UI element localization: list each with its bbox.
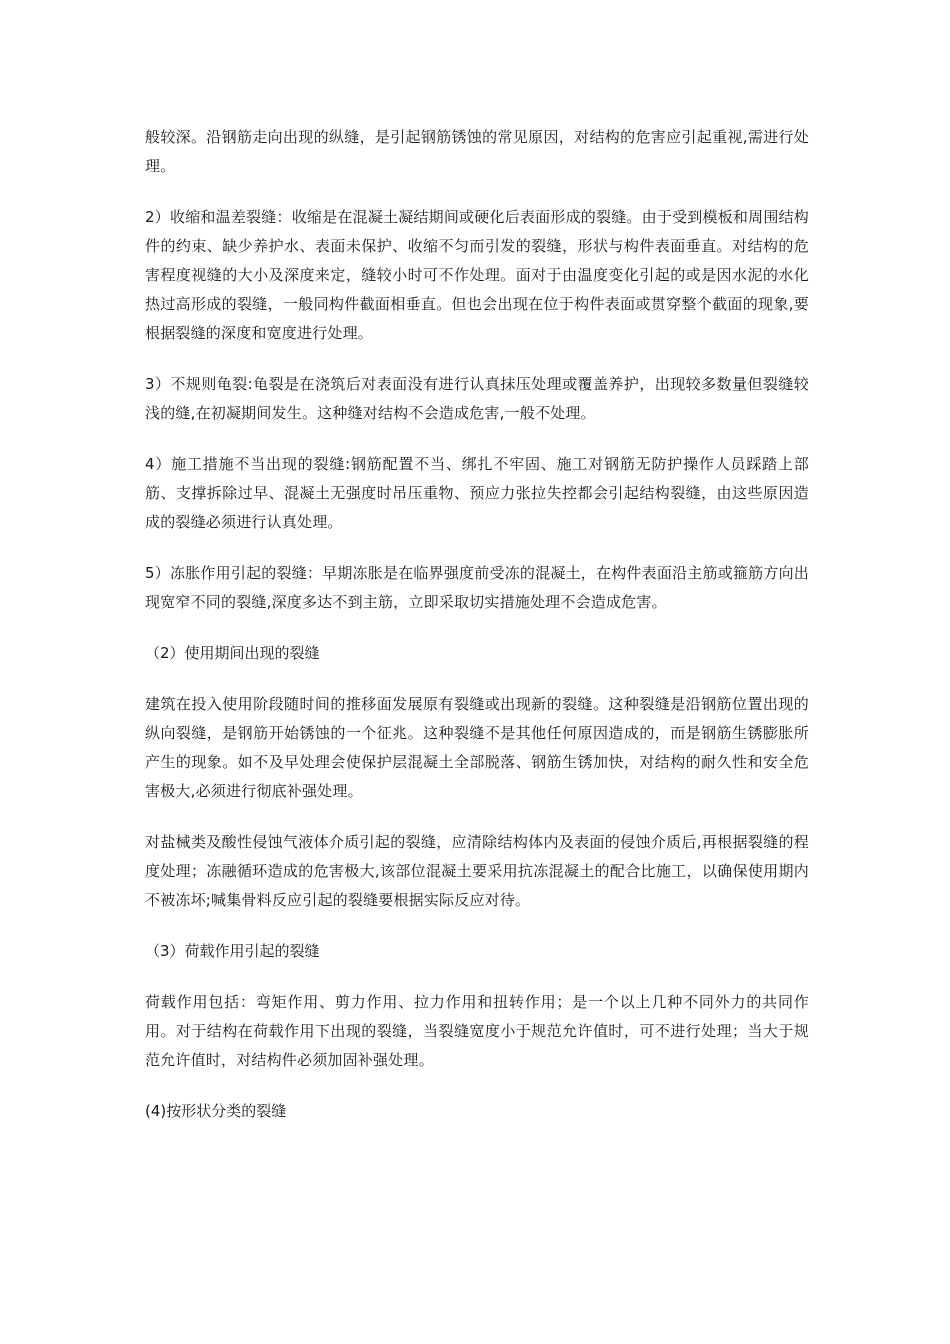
section-heading-in-service-cracks: （2）使用期间出现的裂缝	[145, 644, 320, 662]
paragraph-improper-construction-cracks: 4）施工措施不当出现的裂缝:钢筋配置不当、绑扎不牢固、施工对钢筋无防护操作人员踩踏上部筋、支撑拆除过早、混凝土无强度时吊压重物、预应力张拉失控都会引起结构裂缝，由这些原因造成的裂缝必须进行认真处理。	[145, 455, 809, 531]
paragraph-corrosive-media-cracks: 对盐械类及酸性侵蚀气液体介质引起的裂缝，应清除结构体内及表面的侵蚀介质后,再根据裂缝的程度处理；冻融循环造成的危害极大,该部位混凝土要采用抗冻混凝土的配合比施工，以确保使用期内不被冻坏;喊集骨料反应引起的裂缝要根据实际反应对待。	[145, 833, 809, 909]
paragraph-frost-heave-cracks: 5）冻胀作用引起的裂缝：早期冻胀是在临界强度前受冻的混凝土，在构件表面沿主筋或箍筋方向出现宽窄不同的裂缝,深度多达不到主筋，立即采取切实措施处理不会造成危害。	[145, 564, 809, 611]
section-heading-load-cracks: （3）荷载作用引起的裂缝	[145, 942, 320, 960]
document-body	[145, 123, 809, 1148]
paragraph-load-cracks: 荷载作用包括：弯矩作用、剪力作用、拉力作用和扭转作用；是一个以上几种不同外力的共同作用。对于结构在荷载作用下出现的裂缝，当裂缝宽度小于规范允许值时，可不进行处理；当大于规范允许值时，对结构件必须加固补强处理。	[145, 993, 809, 1069]
section-heading-shape-classification: (4)按形状分类的裂缝	[145, 1102, 287, 1120]
paragraph-shrinkage-temperature-cracks: 2）收缩和温差裂缝：收缩是在混凝土凝结期间或硬化后表面形成的裂缝。由于受到模板和周围结构件的约束、缺少养护水、表面未保护、收缩不匀而引发的裂缝，形状与构件表面垂直。对结构的危害程度视缝的大小及深度来定，缝较小时可不作处理。面对于由温度变化引起的或是因水泥的水化热过高形成的裂缝，一般同构件截面相垂直。但也会出现在位于构件表面或贯穿整个截面的现象,要根据裂缝的深度和宽度进行处理。	[145, 208, 809, 342]
paragraph-irregular-crazing: 3）不规则龟裂:龟裂是在浇筑后对表面没有进行认真抹压处理或覆盖养护，出现较多数量但裂缝较浅的缝,在初凝期间发生。这种缝对结构不会造成危害,一般不处理。	[145, 375, 809, 422]
paragraph-longitudinal-cracks-continued: 般较深。沿钢筋走向出现的纵缝，是引起钢筋锈蚀的常见原因，对结构的危害应引起重视,需进行处理。	[145, 128, 809, 175]
paragraph-in-service-cracks: 建筑在投入使用阶段随时间的推移面发展原有裂缝或出现新的裂缝。这种裂缝是沿钢筋位置出现的纵向裂缝，是钢筋开始锈蚀的一个征兆。这种裂缝不是其他任何原因造成的，而是钢筋生锈膨胀所产生的现象。如不及早处理会使保护层混凝土全部脱落、钢筋生锈加快，对结构的耐久性和安全危害极大,必须进行彻底补强处理。	[145, 695, 809, 800]
